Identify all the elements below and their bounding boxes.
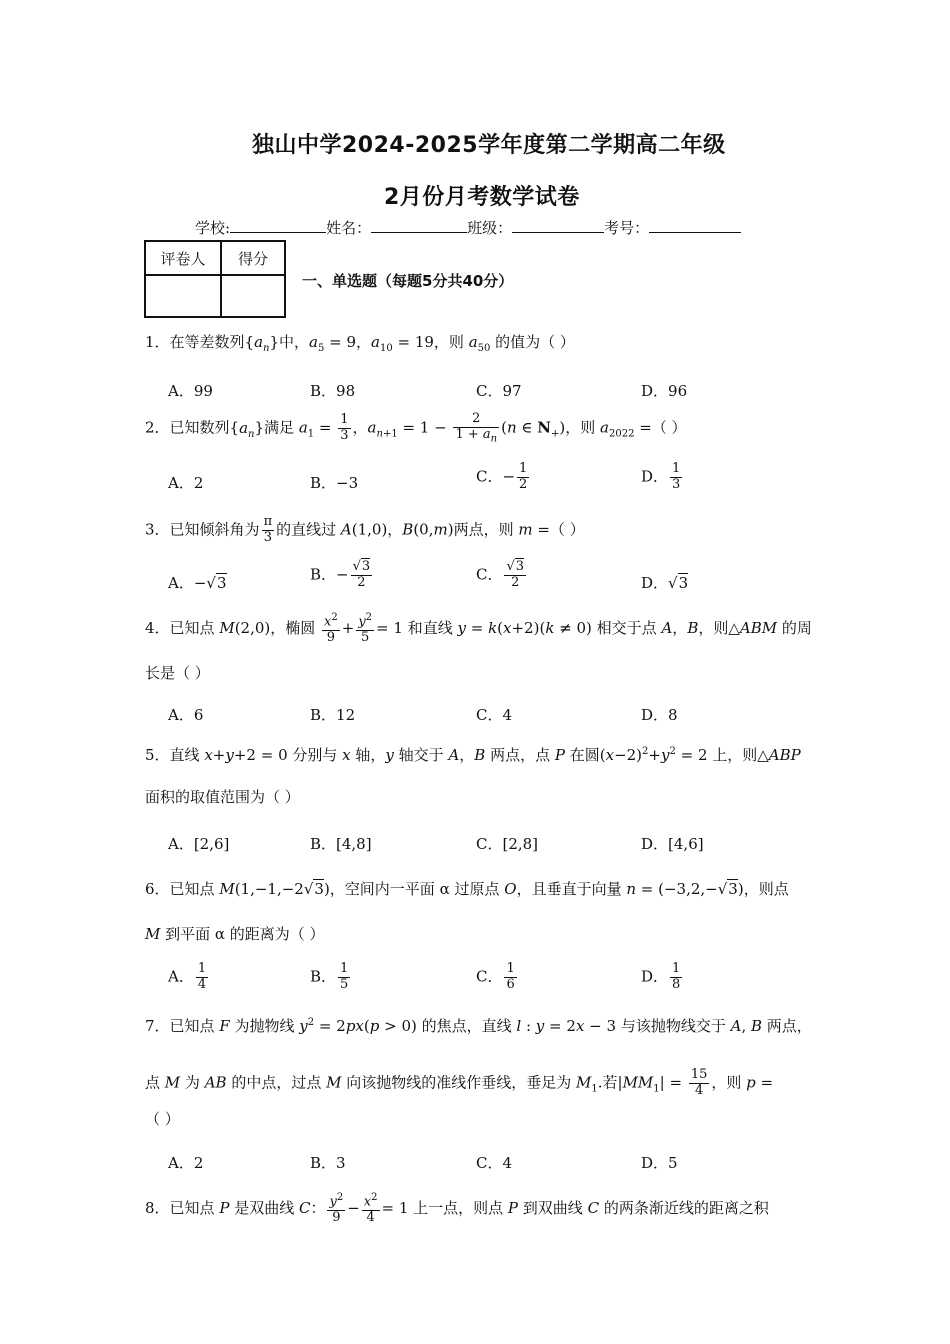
title-line-2: 2月份月考数学试卷 bbox=[384, 185, 580, 210]
q4-option-b[interactable]: B．12 bbox=[310, 706, 356, 724]
score-cell[interactable] bbox=[221, 275, 285, 317]
q7-line-3: （ ） bbox=[145, 1110, 180, 1128]
q2-number: 2． bbox=[145, 418, 170, 437]
school-blank[interactable] bbox=[230, 218, 326, 233]
q4-line-2: 长是（ ） bbox=[145, 664, 210, 682]
q2-option-d[interactable]: D． $\frac{1}{3}$ bbox=[641, 461, 681, 492]
name-blank[interactable] bbox=[371, 218, 467, 233]
name-label: 姓名： bbox=[326, 219, 372, 237]
q6-option-c[interactable]: C． $\frac{1}{6}$ bbox=[476, 961, 515, 992]
q5-option-c[interactable]: C．[2,8] bbox=[476, 835, 539, 853]
q6-line-2: M 到平面 α 的距离为（ ） bbox=[145, 925, 325, 943]
school-label: 学校: bbox=[195, 219, 231, 237]
q4-option-c[interactable]: C．4 bbox=[476, 706, 513, 724]
q8-number: 8． bbox=[145, 1199, 170, 1218]
q6-option-b[interactable]: B． $\frac{1}{5}$ bbox=[310, 961, 349, 992]
score-table bbox=[144, 240, 286, 318]
q3-option-d[interactable]: D．√3 bbox=[641, 574, 689, 592]
q5-number: 5． bbox=[145, 746, 170, 764]
q1-option-c[interactable]: C．97 bbox=[476, 382, 522, 400]
grader-header: 评卷人 bbox=[145, 241, 221, 275]
q3-option-c[interactable]: C． $\frac{√3}{2}$ bbox=[476, 559, 525, 590]
q7-line-2: 点 M 为 AB 的中点，过点 M 向该抛物线的准线作垂线，垂足为 $M_1$.若$|MM_1|$ = $\frac{15}{4}$ ，则 p = bbox=[145, 1067, 774, 1098]
question-7: 7．已知点 F 为抛物线 $y^2 = 2px(p > 0)$ 的焦点，直线 l : y = 2x − 3 与该抛物线交于 A, B 两点， bbox=[145, 1017, 812, 1035]
question-2: 2．已知数列$\{a_n\}$满足 $a_1$ = $\frac{1}{3}$ ，$a_{n+1} = 1$ − $\frac{2}{1 + a_n}$ (n ∈ $N_+$)，则 $a_{2022}$ =（ ） bbox=[145, 411, 687, 445]
q2-option-a[interactable]: A．2 bbox=[168, 474, 204, 492]
q5-option-b[interactable]: B．[4,8] bbox=[310, 835, 372, 853]
q7-option-b[interactable]: B．3 bbox=[310, 1154, 346, 1172]
q1-option-d[interactable]: D．96 bbox=[641, 382, 688, 400]
q7-option-d[interactable]: D．5 bbox=[641, 1154, 678, 1172]
q3-option-a[interactable]: A．−√3 bbox=[168, 574, 227, 592]
q1-option-a[interactable]: A．99 bbox=[168, 382, 213, 400]
q5-option-a[interactable]: A．[2,6] bbox=[168, 835, 230, 853]
q7-option-c[interactable]: C．4 bbox=[476, 1154, 513, 1172]
q2-option-c[interactable]: C．− $\frac{1}{2}$ bbox=[476, 461, 528, 492]
q6-option-a[interactable]: A． $\frac{1}{4}$ bbox=[168, 961, 207, 992]
q2-option-b[interactable]: B．−3 bbox=[310, 474, 359, 492]
question-1: 1．在等差数列$\{a_n\}$中，$a_5 = 9$，$a_{10} = 19$，则 $a_{50}$ 的值为（ ） bbox=[145, 333, 575, 354]
student-info-line bbox=[195, 217, 741, 238]
q1-number: 1． bbox=[145, 333, 170, 351]
grader-cell[interactable] bbox=[145, 275, 221, 317]
class-blank[interactable] bbox=[512, 218, 604, 233]
q6-option-d[interactable]: D． $\frac{1}{8}$ bbox=[641, 961, 681, 992]
question-4: 4．已知点 M(2,0)，椭圆 $\frac{x^2}{9}$ + $\frac{y^2}{5}$ = 1 和直线 y = k(x+2)(k ≠ 0) 相交于点 A，B，则△ABM 的周 bbox=[145, 612, 812, 646]
q4-option-a[interactable]: A．6 bbox=[168, 706, 204, 724]
q5-option-d[interactable]: D．[4,6] bbox=[641, 835, 704, 853]
q3-number: 3． bbox=[145, 520, 170, 539]
q6-number: 6． bbox=[145, 880, 170, 898]
q5-line-2: 面积的取值范围为（ ） bbox=[145, 788, 300, 806]
q4-number: 4． bbox=[145, 619, 170, 638]
q7-number: 7． bbox=[145, 1017, 170, 1035]
q3-option-b[interactable]: B．− $\frac{√3}{2}$ bbox=[310, 559, 371, 590]
question-5: 5．直线 x+y+2 = 0 分别与 x 轴，y 轴交于 A，B 两点，点 P 在圆$(x-2)^2+y^2 = 2$ 上，则△ABP bbox=[145, 746, 801, 764]
section-title: 一、单选题（每题5分共40分） bbox=[302, 272, 514, 290]
question-3: 3．已知倾斜角为 $\frac{\pi}{3}$ 的直线过 A(1,0)，B(0,m)两点，则 m =（ ） bbox=[145, 514, 585, 545]
exam-no-blank[interactable] bbox=[649, 218, 741, 233]
q1-option-b[interactable]: B．98 bbox=[310, 382, 356, 400]
q7-option-a[interactable]: A．2 bbox=[168, 1154, 204, 1172]
class-label: 班级： bbox=[467, 219, 513, 237]
title-line-1: 独山中学2024-2025学年度第二学期高二年级 bbox=[252, 133, 726, 158]
score-header: 得分 bbox=[221, 241, 285, 275]
question-6: 6．已知点 M(1,−1,−2√3)，空间内一平面 α 过原点 O，且垂直于向量 n = (−3,2,−√3)，则点 bbox=[145, 880, 789, 898]
question-8: 8．已知点 P 是双曲线 C： $\frac{y^2}{9}$ − $\frac{x^2}{4}$ = 1 上一点，则点 P 到双曲线 C 的两条渐近线的距离之积 bbox=[145, 1192, 769, 1226]
exam-no-label: 考号： bbox=[604, 219, 650, 237]
q4-option-d[interactable]: D．8 bbox=[641, 706, 678, 724]
